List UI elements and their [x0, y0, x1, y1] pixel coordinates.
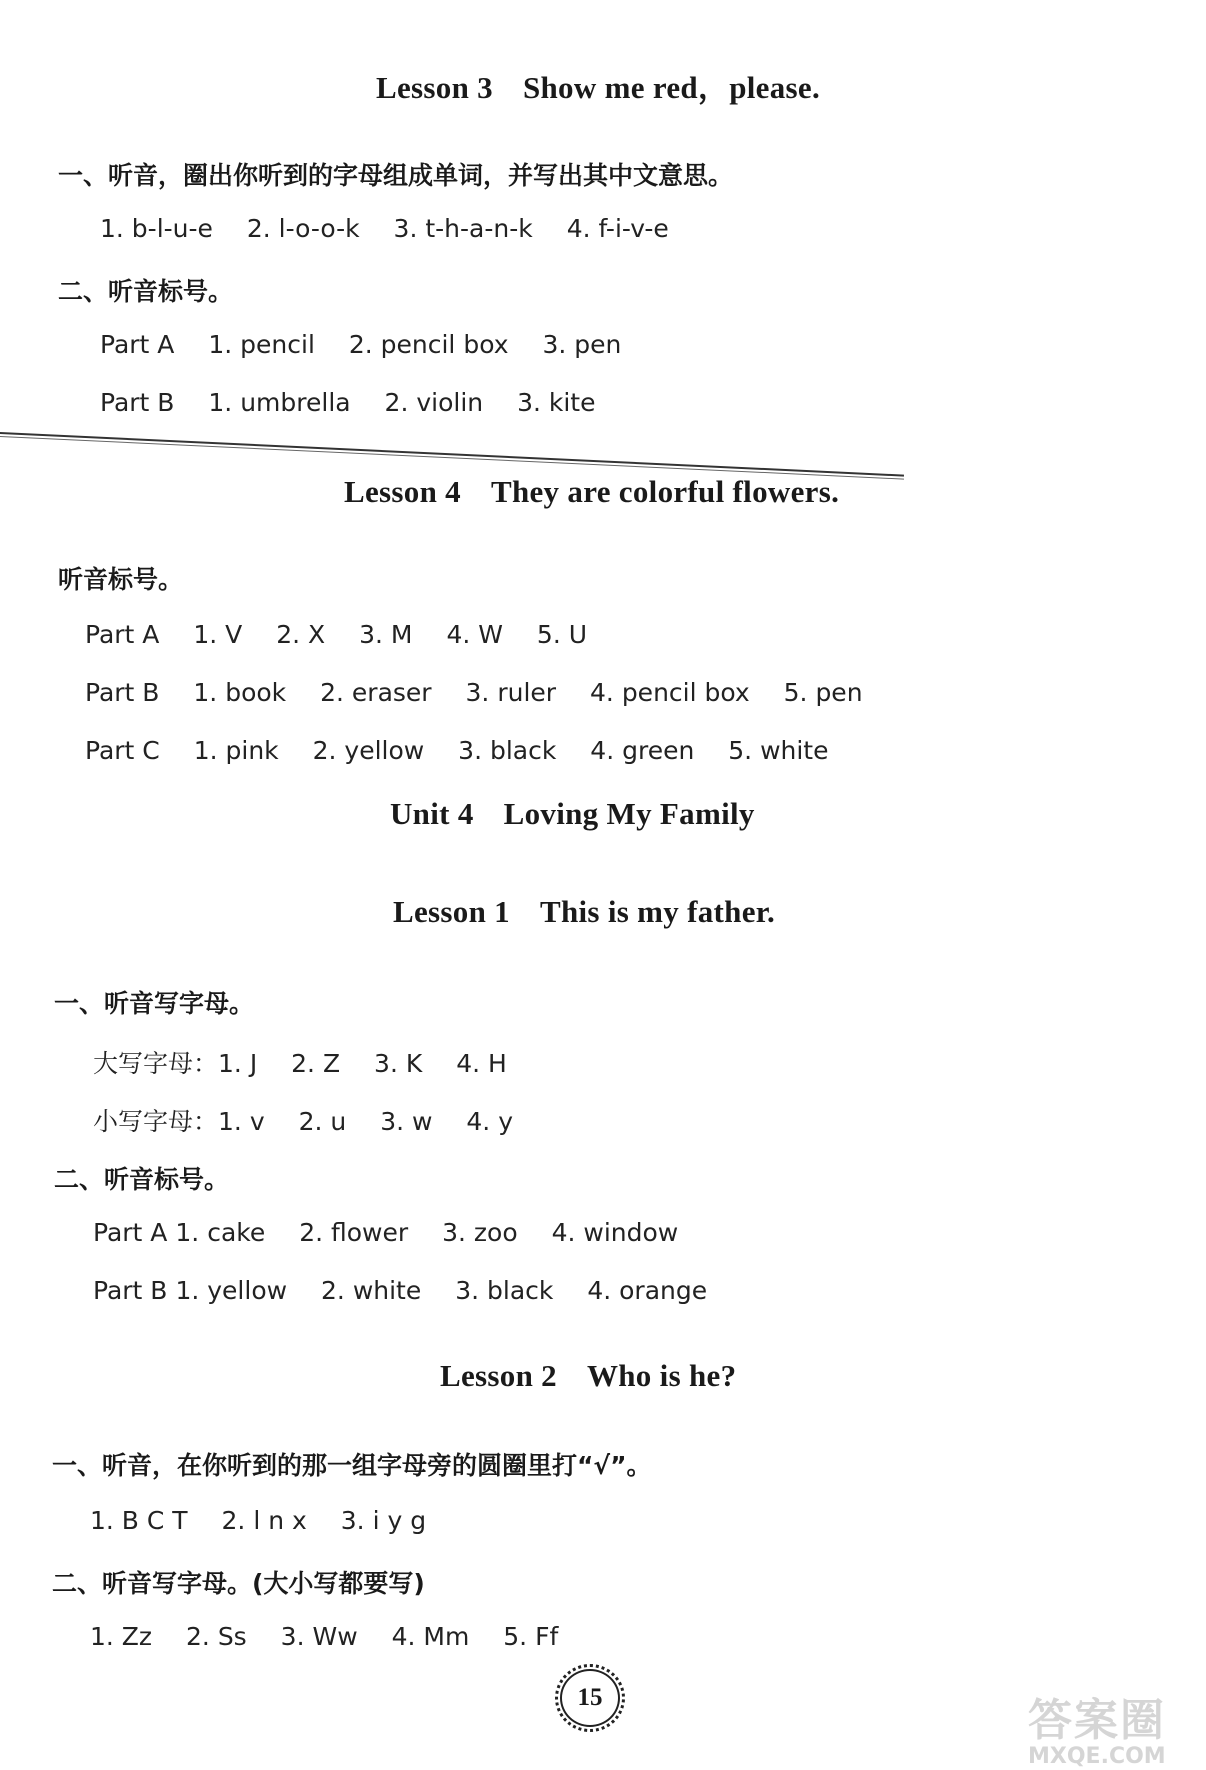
- divider-line: [0, 432, 904, 477]
- list-item: 3. black: [458, 736, 557, 765]
- list-item: 4. window: [551, 1218, 679, 1247]
- list-item: 2. white: [321, 1276, 422, 1305]
- list-item: 1. b-l-u-e: [100, 214, 213, 243]
- lesson4-part-b: [85, 678, 889, 707]
- u4-lesson2-section2-title: 二、听音写字母。(大小写都要写): [52, 1569, 425, 1598]
- list-item: 3. i y g: [340, 1506, 427, 1535]
- u4-lesson2-section1-title: 一、听音，在你听到的那一组字母旁的圆圈里打“√”。: [52, 1451, 652, 1480]
- uppercase-label: 大写字母：: [93, 1049, 219, 1078]
- list-item: 1. umbrella: [208, 388, 351, 417]
- list-item: 2. yellow: [312, 736, 425, 765]
- u4-lesson1-lowercase: [93, 1102, 539, 1138]
- list-item: 1. cake: [175, 1218, 266, 1247]
- lesson4-part-a: [85, 620, 613, 649]
- list-item: 1. V: [193, 620, 243, 649]
- list-item: 2. eraser: [320, 678, 432, 707]
- list-item: 4. orange: [587, 1276, 708, 1305]
- lesson3-section2-title: 二、听音标号。: [58, 277, 234, 306]
- list-item: 2. pencil box: [348, 330, 509, 359]
- lesson3-heading: [376, 62, 820, 107]
- list-item: 4. green: [590, 736, 695, 765]
- list-item: 2. u: [298, 1107, 347, 1136]
- list-item: 4. Mm: [391, 1622, 470, 1651]
- part-label: Part A: [100, 330, 175, 359]
- part-label: Part B: [100, 388, 175, 417]
- u4-lesson1-part-b: [93, 1276, 733, 1305]
- list-item: 3. zoo: [442, 1218, 518, 1247]
- list-item: 4. H: [456, 1049, 507, 1078]
- list-item: 3. ruler: [465, 678, 557, 707]
- list-item: 1. J: [218, 1049, 258, 1078]
- list-item: 3. t-h-a-n-k: [393, 214, 533, 243]
- list-item: 4. f-i-v-e: [566, 214, 669, 243]
- list-item: 1. yellow: [175, 1276, 288, 1305]
- watermark-text: 答案圈: [1028, 1695, 1166, 1746]
- u4-lesson1-uppercase: [93, 1044, 533, 1080]
- u4-lesson2-section2-items: [90, 1622, 584, 1651]
- list-item: 2. l n x: [221, 1506, 307, 1535]
- watermark-url: MXQE.COM: [1028, 1744, 1166, 1769]
- u4-lesson2-heading: [440, 1358, 736, 1394]
- list-item: 5. pen: [783, 678, 863, 707]
- list-item: 3. K: [374, 1049, 423, 1078]
- list-item: 2. l-o-o-k: [246, 214, 360, 243]
- lesson4-heading: [344, 474, 839, 510]
- watermark-logo: [1028, 1684, 1198, 1769]
- u4-lesson2-section1-items: [90, 1506, 452, 1535]
- part-label: Part A: [93, 1218, 168, 1247]
- unit4-title: Loving My Family: [503, 796, 755, 831]
- lesson4-number: Lesson 4: [344, 474, 461, 509]
- u4-lesson1-section2-title: 二、听音标号。: [54, 1165, 230, 1194]
- list-item: 2. flower: [299, 1218, 409, 1247]
- list-item: 5. Ff: [503, 1622, 559, 1651]
- list-item: 5. U: [536, 620, 588, 649]
- u4-lesson1-heading: [393, 894, 775, 930]
- lowercase-label: 小写字母：: [93, 1107, 219, 1136]
- part-label: Part C: [85, 736, 160, 765]
- lesson4-section-title: 听音标号。: [58, 565, 184, 594]
- u4-lesson1-number: Lesson 1: [393, 894, 510, 929]
- list-item: 1. pencil: [208, 330, 315, 359]
- u4-lesson2-title: Who is he?: [586, 1358, 737, 1393]
- lesson3-part-a: [100, 330, 647, 359]
- list-item: 5. white: [728, 736, 829, 765]
- part-label: Part B: [85, 678, 160, 707]
- list-item: 4. pencil box: [590, 678, 750, 707]
- u4-lesson1-section1-title: 一、听音写字母。: [54, 989, 255, 1018]
- lesson3-title: Show me red，please.: [522, 70, 821, 105]
- lesson3-section1-title: 一、听音，圈出你听到的字母组成单词，并写出其中文意思。: [58, 161, 734, 190]
- list-item: 2. violin: [384, 388, 484, 417]
- list-item: 2. Ss: [186, 1622, 247, 1651]
- list-item: 1. pink: [193, 736, 279, 765]
- lesson3-section1-items: [100, 214, 695, 243]
- u4-lesson1-part-a: [93, 1218, 704, 1247]
- list-item: 4. y: [466, 1107, 513, 1136]
- list-item: 2. Z: [291, 1049, 341, 1078]
- list-item: 3. kite: [517, 388, 596, 417]
- list-item: 3. w: [380, 1107, 433, 1136]
- list-item: 4. W: [446, 620, 503, 649]
- lesson3-number: Lesson 3: [376, 70, 493, 105]
- page-number: 15: [560, 1669, 620, 1727]
- page-number-badge: [555, 1664, 625, 1732]
- list-item: 1. v: [218, 1107, 265, 1136]
- u4-lesson1-title: This is my father.: [539, 894, 776, 929]
- unit4-heading: [390, 796, 755, 832]
- list-item: 1. B C T: [90, 1506, 188, 1535]
- part-label: Part A: [85, 620, 160, 649]
- list-item: 3. black: [455, 1276, 554, 1305]
- list-item: 1. Zz: [90, 1622, 153, 1651]
- list-item: 3. pen: [542, 330, 622, 359]
- part-label: Part B: [93, 1276, 168, 1305]
- list-item: 3. Ww: [280, 1622, 358, 1651]
- lesson4-part-c: [85, 736, 855, 765]
- list-item: 3. M: [359, 620, 413, 649]
- u4-lesson2-number: Lesson 2: [440, 1358, 557, 1393]
- lesson4-title: They are colorful flowers.: [490, 474, 840, 509]
- list-item: 1. book: [193, 678, 287, 707]
- list-item: 2. X: [276, 620, 326, 649]
- unit4-number: Unit 4: [390, 796, 474, 831]
- lesson3-part-b: [100, 388, 621, 417]
